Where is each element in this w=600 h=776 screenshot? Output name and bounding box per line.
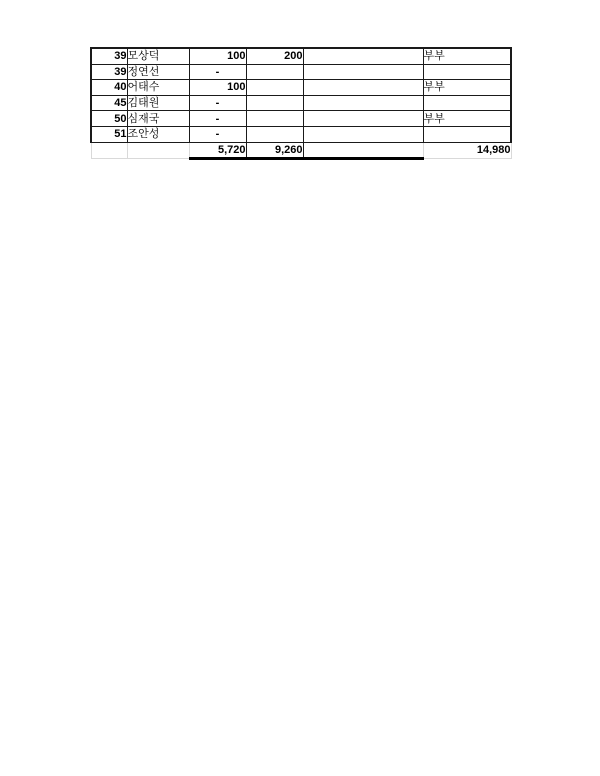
table-row [91, 48, 511, 64]
name-cell: 모상덕 [127, 48, 189, 64]
amount1-cell: - [189, 111, 246, 127]
note-cell [423, 64, 511, 80]
blank-cell [303, 111, 423, 127]
table-row [91, 80, 511, 96]
total-amount2-cell: 9,260 [246, 142, 303, 159]
table-body [91, 48, 511, 159]
name-cell: 김태원 [127, 95, 189, 111]
ledger-table [90, 47, 512, 160]
total-amount1-cell: 5,720 [189, 142, 246, 159]
amount1-cell: 100 [189, 80, 246, 96]
note-cell: 부부 [423, 80, 511, 96]
blank-cell [303, 48, 423, 64]
amount2-cell: 200 [246, 48, 303, 64]
amount1-cell: - [189, 64, 246, 80]
note-cell: 부부 [423, 48, 511, 64]
amount2-cell [246, 64, 303, 80]
row-number-cell: 40 [91, 80, 127, 96]
amount2-cell [246, 126, 303, 142]
totals-row [91, 142, 511, 159]
amount2-cell [246, 80, 303, 96]
table-row [91, 64, 511, 80]
row-number-cell: 45 [91, 95, 127, 111]
amount2-cell [246, 95, 303, 111]
blank-cell [303, 80, 423, 96]
row-number-cell: 50 [91, 111, 127, 127]
row-number-cell: 39 [91, 64, 127, 80]
table-row [91, 126, 511, 142]
name-cell: 조안성 [127, 126, 189, 142]
table-row [91, 95, 511, 111]
totals-empty-cell [127, 142, 189, 159]
row-number-cell: 39 [91, 48, 127, 64]
amount1-cell: 100 [189, 48, 246, 64]
blank-cell [303, 95, 423, 111]
name-cell: 어태수 [127, 80, 189, 96]
totals-blank-cell [303, 142, 423, 159]
table-row [91, 111, 511, 127]
row-number-cell: 51 [91, 126, 127, 142]
note-cell [423, 95, 511, 111]
amount1-cell: - [189, 126, 246, 142]
amount2-cell [246, 111, 303, 127]
note-cell: 부부 [423, 111, 511, 127]
name-cell: 정연선 [127, 64, 189, 80]
amount1-cell: - [189, 95, 246, 111]
blank-cell [303, 126, 423, 142]
totals-empty-cell [91, 142, 127, 159]
blank-cell [303, 64, 423, 80]
grand-total-cell: 14,980 [423, 142, 511, 159]
name-cell: 심재국 [127, 111, 189, 127]
note-cell [423, 126, 511, 142]
